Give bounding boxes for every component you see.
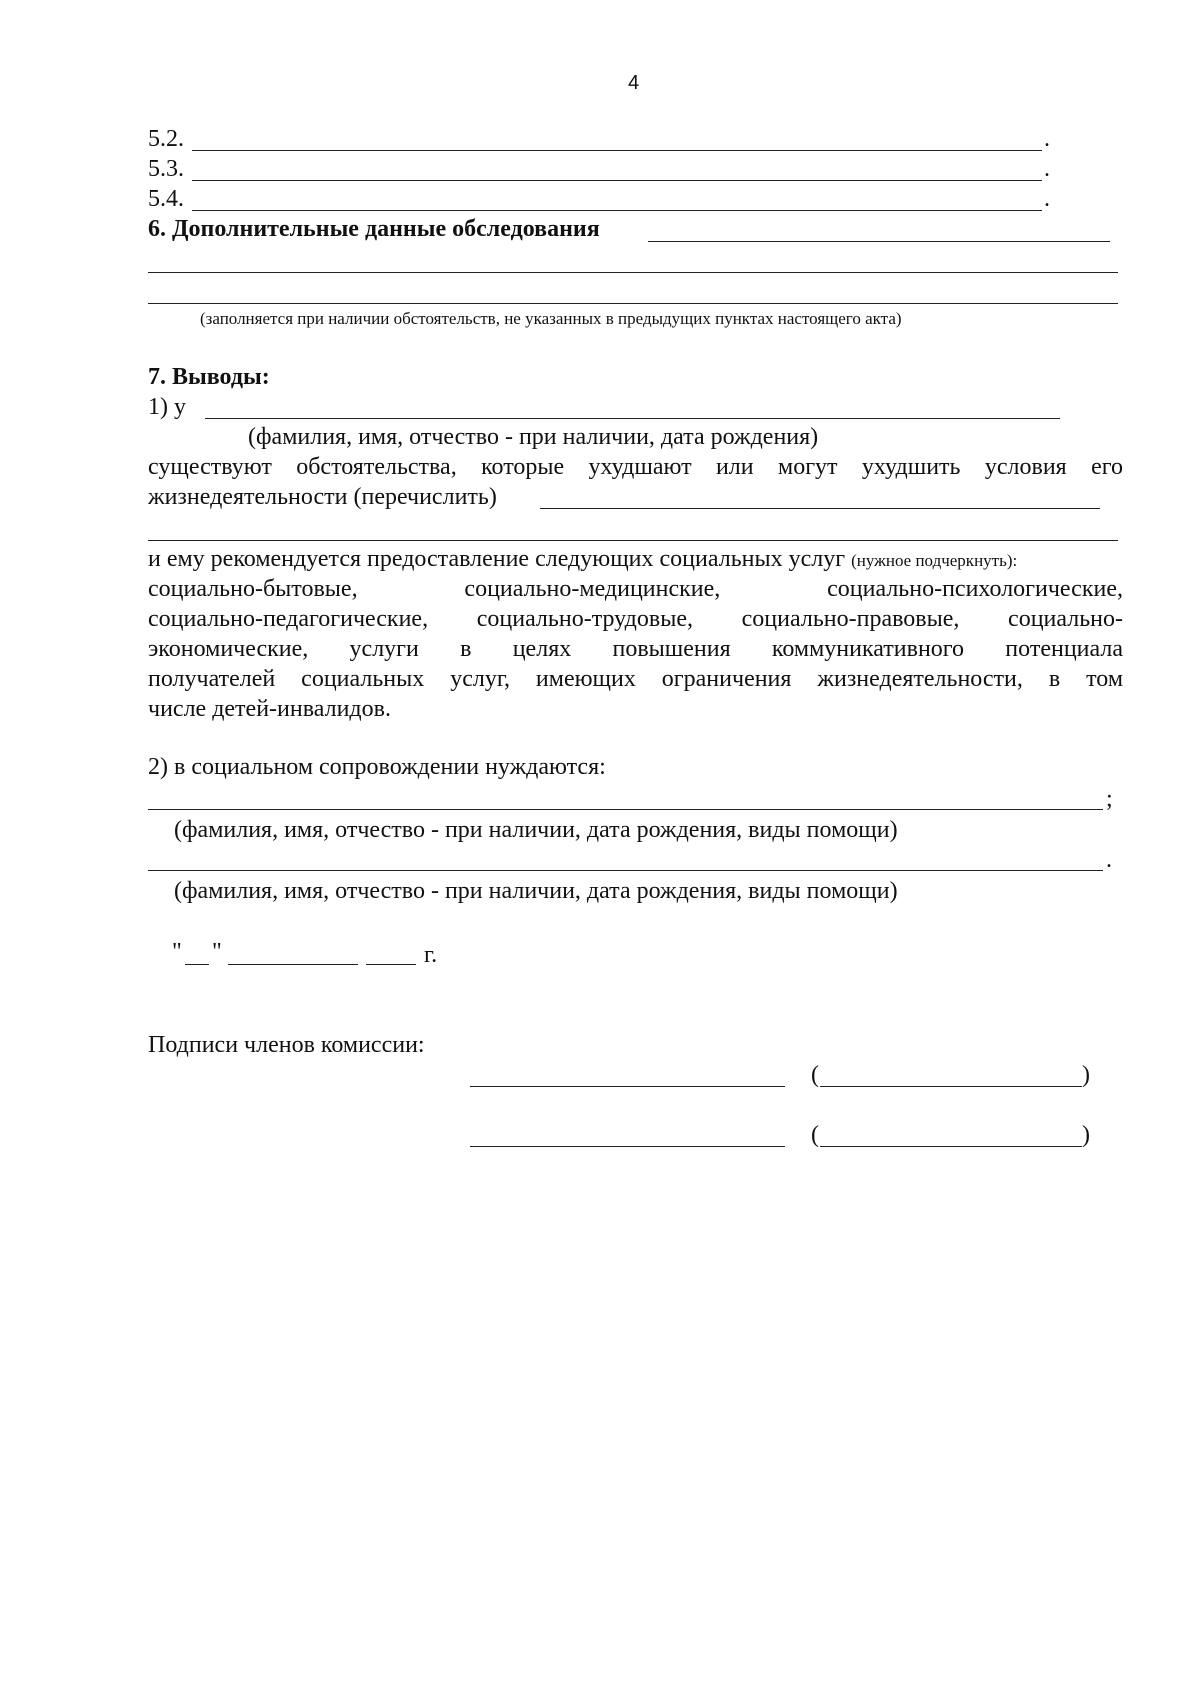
recommendation-line [148, 544, 1017, 576]
item-5-2-field[interactable] [192, 150, 1042, 151]
recommendation-note: (нужное подчеркнуть): [851, 551, 1018, 570]
services-line-3: экономические, услуги в целях повышения коммуникативного потенциала [148, 636, 1123, 662]
conclusion-1-text-line-1: существуют обстоятельства, которые ухудшают или могут ухудшить условия его [148, 454, 1123, 480]
date-quote-open: " [172, 939, 182, 965]
signature-1-paren-close: ) [1082, 1062, 1090, 1088]
conclusion-2-caption-2: (фамилия, имя, отчество - при наличии, дата рождения, виды помощи) [174, 878, 898, 904]
item-5-4-label: 5.4. [148, 186, 184, 212]
conclusion-2-field-2[interactable] [148, 870, 1103, 871]
conclusion-2-title: 2) в социальном сопровождении нуждаются: [148, 754, 606, 780]
conclusion-1-name-field[interactable] [205, 418, 1060, 419]
date-month-field[interactable] [228, 964, 358, 965]
page-number: 4 [628, 72, 640, 94]
date-quote-close: " [212, 939, 222, 965]
item-5-2-dot: . [1044, 126, 1050, 152]
signature-2-paren-close: ) [1082, 1122, 1090, 1148]
conclusion-1-circumstances-field-2[interactable] [148, 540, 1118, 541]
conclusion-2-semicolon: ; [1106, 786, 1113, 812]
signatures-label: Подписи членов комиссии: [148, 1032, 425, 1058]
services-line-5: числе детей-инвалидов. [148, 696, 391, 722]
signature-1-paren-open: ( [811, 1062, 819, 1088]
item-5-3-dot: . [1044, 156, 1050, 182]
signature-2-name-field[interactable] [820, 1146, 1082, 1147]
signature-2-paren-open: ( [811, 1122, 819, 1148]
section-6-field-1[interactable] [648, 241, 1110, 242]
signature-1-field[interactable] [470, 1086, 785, 1087]
services-line-1: социально-бытовые, социально-медицинские, социально-психологические, [148, 576, 1123, 602]
conclusion-2-field-1[interactable] [148, 809, 1103, 810]
conclusion-1-prefix: 1) у [148, 394, 186, 420]
services-line-4: получателей социальных услуг, имеющих ограничения жизнедеятельности, в том [148, 666, 1123, 692]
signature-2-field[interactable] [470, 1146, 785, 1147]
section-6-note: (заполняется при наличии обстоятельств, не указанных в предыдущих пунктах настоящего акта) [200, 309, 902, 328]
item-5-4-dot: . [1044, 186, 1050, 212]
conclusion-1-text-line-2: жизнедеятельности (перечислить) [148, 484, 497, 510]
recommendation-main: и ему рекомендуется предоставление следующих социальных услуг [148, 546, 846, 572]
section-6-field-2[interactable] [148, 272, 1118, 273]
section-6-title: 6. Дополнительные данные обследования [148, 216, 600, 242]
item-5-2-label: 5.2. [148, 126, 184, 152]
conclusion-1-circumstances-field-1[interactable] [540, 508, 1100, 509]
date-day-field[interactable] [185, 964, 209, 965]
date-year-suffix: г. [424, 942, 438, 968]
section-7-title: 7. Выводы: [148, 364, 270, 390]
date-year-field[interactable] [366, 964, 416, 965]
conclusion-1-caption: (фамилия, имя, отчество - при наличии, дата рождения) [248, 424, 819, 450]
item-5-3-label: 5.3. [148, 156, 184, 182]
item-5-4-field[interactable] [192, 210, 1042, 211]
item-5-3-field[interactable] [192, 180, 1042, 181]
services-line-2: социально-педагогические, социально-трудовые, социально-правовые, социально- [148, 606, 1123, 632]
conclusion-2-dot: . [1106, 847, 1112, 873]
conclusion-2-caption-1: (фамилия, имя, отчество - при наличии, дата рождения, виды помощи) [174, 817, 898, 843]
section-6-field-3[interactable] [148, 303, 1118, 304]
signature-1-name-field[interactable] [820, 1086, 1082, 1087]
